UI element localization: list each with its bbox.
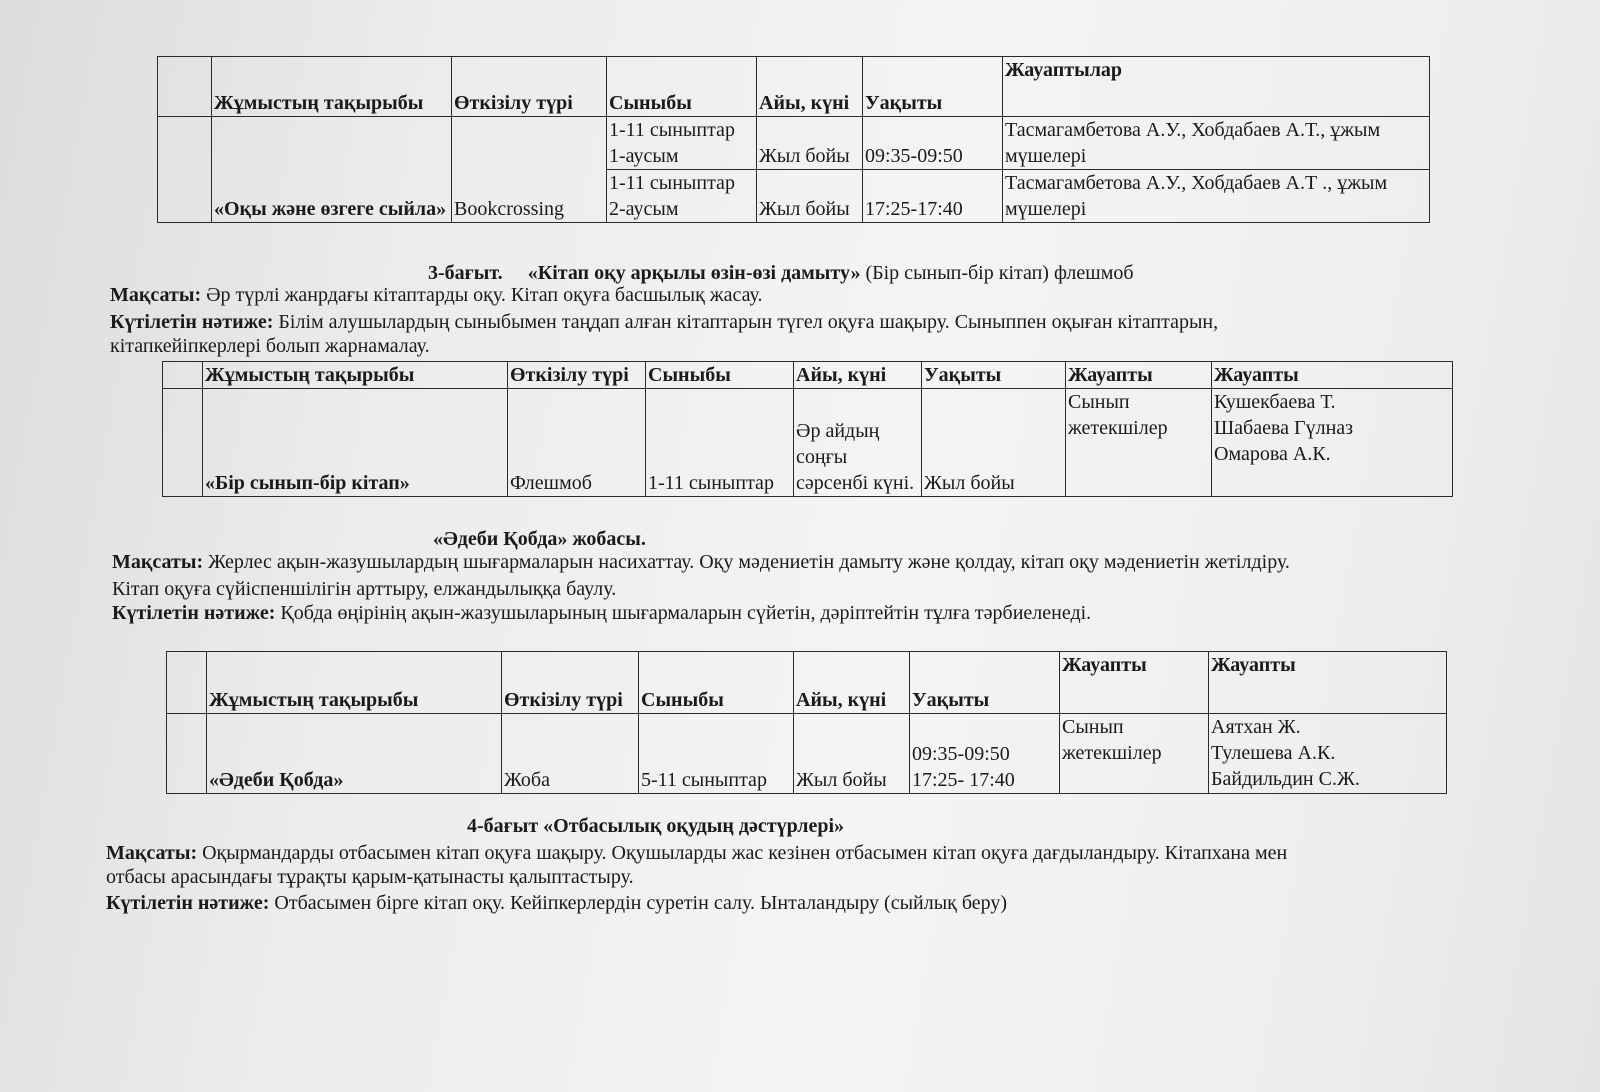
header-date: Айы, күні bbox=[757, 57, 863, 117]
section3-heading: 3-бағыт. «Кітап оқу арқылы өзін-өзі дамыту» (Бір сынып-бір кітап) флешмоб bbox=[428, 262, 1134, 284]
table-cell-date: Жыл бойы bbox=[757, 117, 863, 170]
header-time: Уақыты bbox=[922, 362, 1066, 389]
table-cell-responsible: Тасмагамбетова А.У., Хобдабаев А.Т ., ұжым мүшелері bbox=[1003, 170, 1430, 223]
header-responsible-2: Жауапты bbox=[1209, 652, 1447, 714]
header-type: Өткізілу түрі bbox=[508, 362, 646, 389]
table-cell-topic: «Бір сынып-бір кітап» bbox=[203, 389, 508, 497]
row-number-cell bbox=[158, 57, 212, 117]
section4-goal-cont: отбасы арасындағы тұрақты қарым-қатынасты қалыптастыру. bbox=[106, 866, 634, 888]
table-cell-responsible: Сынып жетекшілер bbox=[1060, 714, 1209, 794]
table-cell-date: Әр айдың соңғы сәрсенбі күні. bbox=[794, 389, 922, 497]
kobda-heading: «Әдеби Қобда» жобасы. bbox=[433, 528, 646, 550]
table-cell-time: 09:35-09:50 17:25- 17:40 bbox=[910, 714, 1060, 794]
table-cell-date: Жыл бойы bbox=[757, 170, 863, 223]
table-cell-time: 17:25-17:40 bbox=[863, 170, 1003, 223]
row-number-cell bbox=[163, 362, 203, 389]
kobda-goal-cont: Кітап оқуға сүйіспеншілігін арттыру, елжандылыққа баулу. bbox=[112, 578, 617, 600]
table-cell-class: 1-11 сыныптар bbox=[646, 389, 794, 497]
table-cell-time: 09:35-09:50 bbox=[863, 117, 1003, 170]
table-cell-topic: «Оқы және өзгеге сыйла» bbox=[212, 117, 452, 223]
header-responsible: Жауапты bbox=[1060, 652, 1209, 714]
header-responsible-2: Жауапты bbox=[1212, 362, 1453, 389]
section3-result-cont: кітапкейіпкерлері болып жарнамалау. bbox=[110, 335, 430, 357]
table-cell-type: Bookcrossing bbox=[452, 117, 607, 223]
header-responsible: Жауапты bbox=[1066, 362, 1212, 389]
header-class: Сыныбы bbox=[639, 652, 794, 714]
header-topic: Жұмыстың тақырыбы bbox=[203, 362, 508, 389]
table-bookcrossing bbox=[157, 56, 1430, 223]
header-responsible: Жауаптылар bbox=[1003, 57, 1430, 117]
row-number-cell bbox=[167, 652, 207, 714]
table-cell-date: Жыл бойы bbox=[794, 714, 910, 794]
row-number-cell bbox=[163, 389, 203, 497]
section4-result: Күтілетін нәтиже: Отбасымен бірге кітап оқу. Кейіпкерлердін суретін салу. Ынталандыру (сыйлық беру) bbox=[106, 892, 1008, 914]
row-number-cell bbox=[167, 714, 207, 794]
table-one-class-one-book bbox=[162, 361, 1453, 497]
header-type: Өткізілу түрі bbox=[452, 57, 607, 117]
header-type: Өткізілу түрі bbox=[502, 652, 639, 714]
table-adebi-kobda bbox=[166, 651, 1447, 794]
header-date: Айы, күні bbox=[794, 362, 922, 389]
header-class: Сыныбы bbox=[607, 57, 757, 117]
section4-heading: 4-бағыт «Отбасылық оқудың дәстүрлері» bbox=[467, 815, 845, 837]
header-topic: Жұмыстың тақырыбы bbox=[207, 652, 502, 714]
header-class: Сыныбы bbox=[646, 362, 794, 389]
section3-goal: Мақсаты: Әр түрлі жанрдағы кітаптарды оқу. Кітап оқуға басшылық жасау. bbox=[110, 284, 763, 306]
header-time: Уақыты bbox=[910, 652, 1060, 714]
table-cell-responsible-2: Кушекбаева Т. Шабаева Гүлназ Омарова А.К. bbox=[1212, 389, 1453, 497]
table-cell-responsible: Тасмагамбетова А.У., Хобдабаев А.Т., ұжым мүшелері bbox=[1003, 117, 1430, 170]
header-time: Уақыты bbox=[863, 57, 1003, 117]
section4-goal: Мақсаты: Оқырмандарды отбасымен кітап оқуға шақыру. Оқушыларды жас кезінен отбасымен кітап оқуға дағдыландыру. Кітапхана мен bbox=[106, 842, 1288, 864]
kobda-goal: Мақсаты: Жерлес ақын-жазушылардың шығармаларын насихаттау. Оқу мәдениетін дамыту және қолдау, кітап оқу мәдениетін жетілдіру. bbox=[112, 551, 1290, 573]
table-cell-topic: «Әдеби Қобда» bbox=[207, 714, 502, 794]
table-cell-time: Жыл бойы bbox=[922, 389, 1066, 497]
table-cell-type: Жоба bbox=[502, 714, 639, 794]
table-cell-type: Флешмоб bbox=[508, 389, 646, 497]
table-cell-class: 1-11 сыныптар 2-аусым bbox=[607, 170, 757, 223]
header-date: Айы, күні bbox=[794, 652, 910, 714]
kobda-result: Күтілетін нәтиже: Қобда өңірінің ақын-жазушыларының шығармаларын сүйетін, дәріптейтін тұлға тәрбиеленеді. bbox=[112, 602, 1092, 624]
table-cell-responsible-2: Аятхан Ж. Тулешева А.К. Байдильдин С.Ж. bbox=[1209, 714, 1447, 794]
table-cell-class: 1-11 сыныптар 1-аусым bbox=[607, 117, 757, 170]
table-cell-class: 5-11 сыныптар bbox=[639, 714, 794, 794]
header-topic: Жұмыстың тақырыбы bbox=[212, 57, 452, 117]
row-number-cell bbox=[158, 117, 212, 223]
table-cell-responsible: Сынып жетекшілер bbox=[1066, 389, 1212, 497]
section3-result: Күтілетін нәтиже: Білім алушылардың сыныбымен таңдап алған кітаптарын түгел оқуға шақыру. Сыныппен оқыған кітаптарын, bbox=[110, 311, 1219, 333]
